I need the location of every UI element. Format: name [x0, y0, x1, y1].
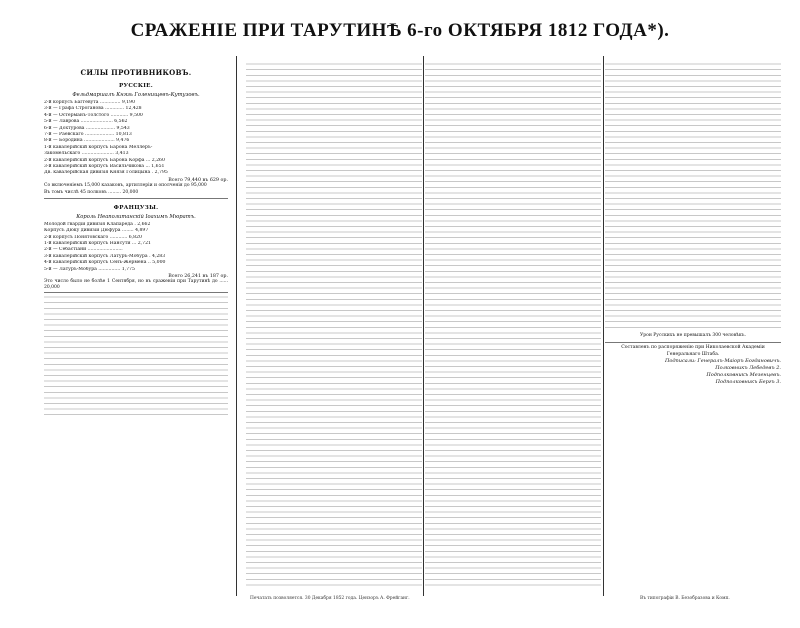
russian-unit-row: 3-й кавалерійскій корпусъ Васильчикова ... 1,651 [44, 164, 165, 170]
narrative-column-3 [605, 62, 781, 592]
signatory: Полковникъ Лебедевъ 2. [715, 365, 781, 372]
french-unit-row: 4-й кавалерійскій корпусъ Сенъ-Жермена .. 5,000 [44, 260, 166, 266]
guns-note: Въ томъ числѣ 45 полковъ ......... 20,000 [44, 190, 139, 196]
narrative-column-2 [425, 62, 601, 592]
page-title: СРАЖЕНІЕ ПРИ ТАРУТИНѢ 6-го ОКТЯБРЯ 1812 ГОДА*). [130, 20, 670, 41]
signatory: Подписали: Генералъ-Маіоръ Богдановичъ. [664, 358, 781, 365]
body-text-block [44, 295, 228, 415]
body-text-block [246, 62, 422, 587]
french-total: Всего 26,241 въ 187 ор. [168, 274, 228, 279]
russian-unit-row: 1-й кавалерійскій корпусъ Барона Меллеръ- [44, 144, 153, 150]
russian-unit-row: 8-й — Бородина ..................... 9,476 [44, 138, 130, 144]
russian-unit-row: 3-й — Графа Строганова ............. 12,428 [44, 106, 142, 112]
french-heading: ФРАНЦУЗЫ. [113, 204, 159, 211]
narrative-column-1 [246, 62, 422, 592]
body-text-block [605, 62, 781, 330]
footer-printer: Въ типографіи В. Безобразова и Комп. [640, 596, 730, 601]
french-unit-row: 1-й кавалерійскій корпусъ Нансути ... 2,721 [44, 240, 151, 246]
compiled-by-note: Составленъ по распоряженію при Николаевской Академіи Генеральнаго Штаба. [621, 345, 765, 358]
french-unit-row: 2-й корпусъ Понятовскаго ............ 6,820 [44, 234, 142, 240]
french-units-list [44, 222, 228, 273]
signature-block [605, 344, 781, 386]
russian-unit-row: 6-й — Дохтурова .................... 9,543 [44, 125, 130, 131]
column-divider [423, 56, 424, 596]
french-unit-row: 2-й — Себастіани ........................ [44, 247, 123, 253]
russian-unit-row: 2-й кавалерійскій корпусъ Барона Корфа ... 2,260 [44, 157, 165, 163]
signatory: Подполковникъ Бергъ 3. [715, 379, 781, 386]
divider [44, 198, 228, 199]
russian-unit-row: Дв. кавалерійская дивизія Князя Голицына . 2,795 [44, 170, 168, 176]
russian-unit-row: Закомельскаго ...................... 3,413 [44, 151, 129, 157]
french-unit-row: Корпусъ Дюку дивизіи Дюфура ........ 4,897 [44, 228, 149, 234]
forces-heading: СИЛЫ ПРОТИВНИКОВЪ. [80, 68, 192, 77]
signatory: Подполковникъ Мезенцевъ. [706, 372, 781, 379]
russian-commander: Фельдмаршалъ Князь Голенищевъ-Кутузовъ. [72, 92, 200, 98]
french-unit-row: 3-й кавалерійскій корпусъ Латуръ-Мобура . 4,283 [44, 253, 166, 259]
french-note: Это число было не болѣе 1 Сентября, но въ сраженіи при Тарутинѣ до ...... 20,000 [44, 279, 228, 290]
column-divider [603, 56, 604, 596]
russian-units-list [44, 100, 228, 177]
divider [605, 342, 781, 343]
russian-heading: РУССКІЕ. [119, 83, 153, 89]
russian-unit-row: 2-й корпусъ Баггевута .............. 9,190 [44, 100, 136, 105]
divider [44, 292, 228, 293]
footer-censor: Печатать позволяется. 30 Декабря 1852 года. Цензоръ А. Фрейганг. [250, 596, 410, 601]
french-commander: Король Неаполитанскій Іоахимъ Мюратъ. [76, 213, 196, 220]
french-unit-row: 5-й — Латуръ-Мобура ............... 1,775 [44, 266, 135, 272]
french-unit-row: Молодой гвардіи дивизія Клапареда . 2,662 [44, 221, 151, 227]
russian-total: Всего 79,440 въ 629 ор. [168, 177, 228, 183]
body-text-block [425, 62, 601, 587]
russian-unit-row: 7-й — Раевскаго .................... 10,813 [44, 132, 132, 138]
russian-unit-row: 5-й — Лаврова ...................... 6,562 [44, 119, 128, 125]
cossacks-note: Со включеніемъ 15,000 казаковъ, артиллеріи и ополченія до 95,000 [44, 182, 207, 188]
losses-summary: Урон Русскихъ не превышалъ 300 человѣкъ. [640, 333, 746, 338]
column-divider [236, 56, 237, 596]
russian-unit-row: 4-й — Остерманъ-Толстого ............ 9,500 [44, 112, 143, 118]
forces-column [44, 62, 228, 592]
